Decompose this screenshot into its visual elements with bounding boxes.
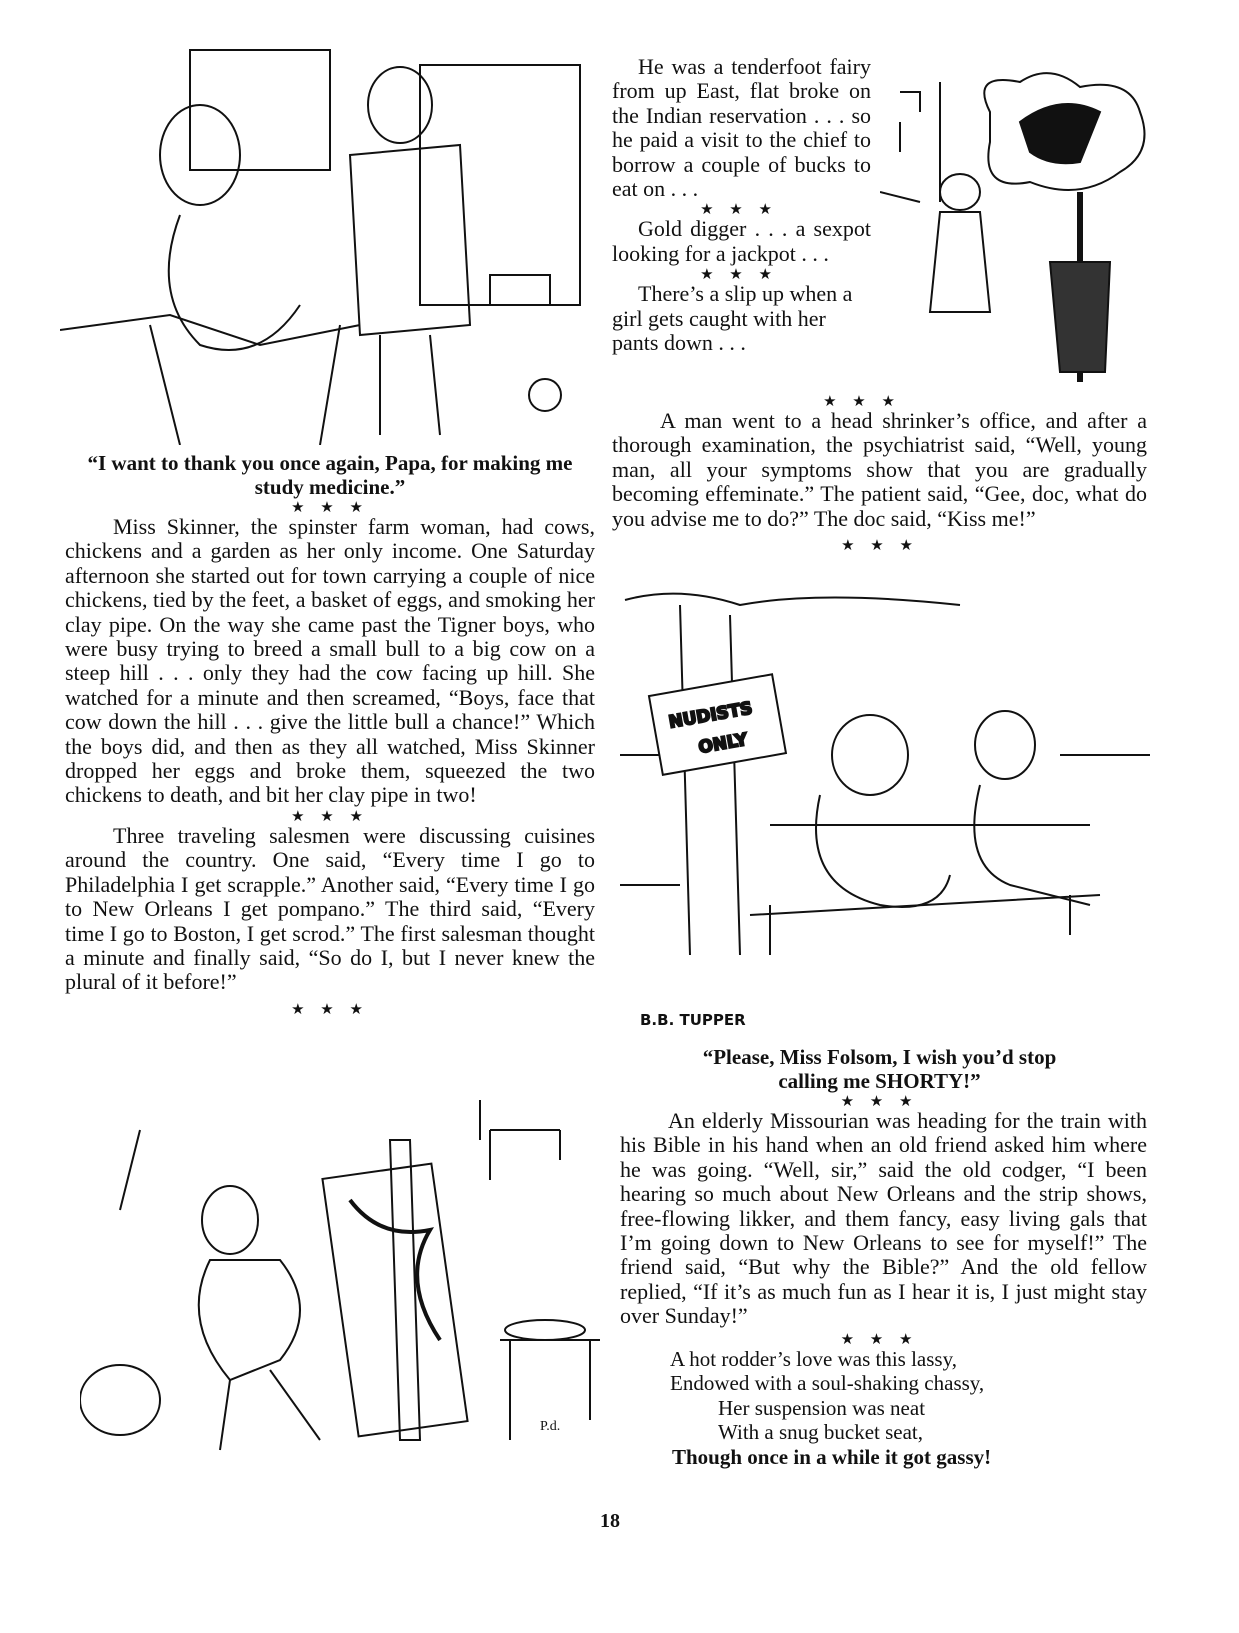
joke-miss-skinner: Miss Skinner, the spinster farm woman, had cows, chickens and a garden as her only income. One Saturday afternoon she started out for town carrying a couple of nice chickens, tied by the feet, a basket of eggs, and smoking her clay pipe. On the way she came past the Tigner boys, who were busy trying to breed a small bull to a big cow on a steep hill . . . only they had the cow facing up hill. She watched for a minute and then screamed, “Boys, face that cow down the hill . . . give the little bull a chance!” Which the boys did, and then as they all watched, Miss Skinner dropped her eggs and broke them, squeezed the two chickens to death, and bit her clay pipe in two! <box>65 514 595 808</box>
poem-line: With a snug bucket seat, <box>718 1420 924 1445</box>
separator-stars: ★ ★ ★ <box>291 808 369 825</box>
poem-line: Though once in a while it got gassy! <box>672 1444 992 1469</box>
joke-head-shrinker: A man went to a head shrinker’s office, and after a thorough examination, the psychiatrist said, “Well, young man, all your symptoms show that you are gradually becoming effeminate.” The patient said, “Gee, doc, what do you advise me to do?” The doc said, “Kiss me!” <box>612 408 1147 531</box>
cartoon-nudists-caption <box>612 1045 1147 1093</box>
joke-missourian-block <box>620 1109 1147 1329</box>
poem-line: A hot rodder’s love was this lassy, <box>670 1346 957 1371</box>
cartoon-nudists-illustration <box>620 585 1155 1035</box>
cartoon-street-space <box>871 55 1147 393</box>
left-column <box>65 515 595 1017</box>
separator-stars: ★ ★ ★ <box>291 1001 369 1018</box>
joke-head-shrinker-block <box>612 409 1147 531</box>
sign-text-only: ONLY <box>697 729 749 759</box>
painter-signature: P.d. <box>540 1419 561 1434</box>
left-column-flow <box>65 451 595 1017</box>
cartoon-doctor-caption: “I want to thank you once again, Papa, for making me study medicine.” <box>87 451 573 499</box>
nudists-signature: B.B. TUPPER <box>640 1011 746 1029</box>
limerick <box>670 1347 1147 1470</box>
separator-stars: ★ ★ ★ <box>840 1094 919 1110</box>
separator-stars: ★ ★ ★ <box>840 1331 919 1348</box>
poem-line: Endowed with a soul-shaking chassy, <box>670 1371 985 1396</box>
joke-tenderfoot: He was a tenderfoot fairy from up East, flat broke on the Indian reservation . . . so he paid a visit to the chief to borrow a couple of bucks to eat on . . . <box>612 54 871 202</box>
caption-line: calling me SHORTY!” <box>778 1069 981 1093</box>
joke-gold-digger: Gold digger . . . a sexpot looking for a jackpot . . . <box>612 216 871 266</box>
cartoon-doctor-illustration <box>60 45 595 445</box>
separator-stars: ★ ★ ★ <box>700 202 778 219</box>
separator-stars: ★ ★ ★ <box>841 538 919 555</box>
separator-stars: ★ ★ ★ <box>700 267 778 284</box>
separator-stars: ★ ★ ★ <box>291 500 369 516</box>
right-bottom-flow <box>612 1045 1147 1469</box>
caption-line: “Please, Miss Folsom, I wish you’d stop <box>702 1045 1057 1069</box>
sign-text-nudists: NUDISTS <box>667 698 754 733</box>
cartoon-painter-illustration <box>80 1080 615 1470</box>
joke-salesmen: Three traveling salesmen were discussing cuisines around the country. One said, “Every time I go to Philadelphia I get scrapple.” Another said, “Every time I go to New Orleans I get pompano.” The third said, “Every time I go to Boston, I get scrod.” The first salesman thought a minute and finally said, “So do I, but I never knew the plural of it before!” <box>65 822 595 995</box>
joke-slip-up: There’s a slip up when a girl gets caught with her pants down . . . <box>612 281 853 356</box>
page-number: 18 <box>600 1510 620 1532</box>
joke-missourian: An elderly Missourian was heading for the train with his Bible in his hand when an old friend asked him where he was going. “Well, sir,” said the old codger, “I been hearing so much about New Orleans and the strip shows, free-flowing likker, and them fancy, easy living gals that I’m going down to New Orleans to see for myself!” The friend said, “But why the Bible?” And the old fellow replied, “If it’s as much fun as I hear it is, I just might stay over Sunday!” <box>620 1108 1147 1329</box>
poem-line: Her suspension was neat <box>718 1395 926 1420</box>
separator-stars: ★ ★ ★ <box>823 394 901 410</box>
right-top-flow <box>612 55 1147 553</box>
